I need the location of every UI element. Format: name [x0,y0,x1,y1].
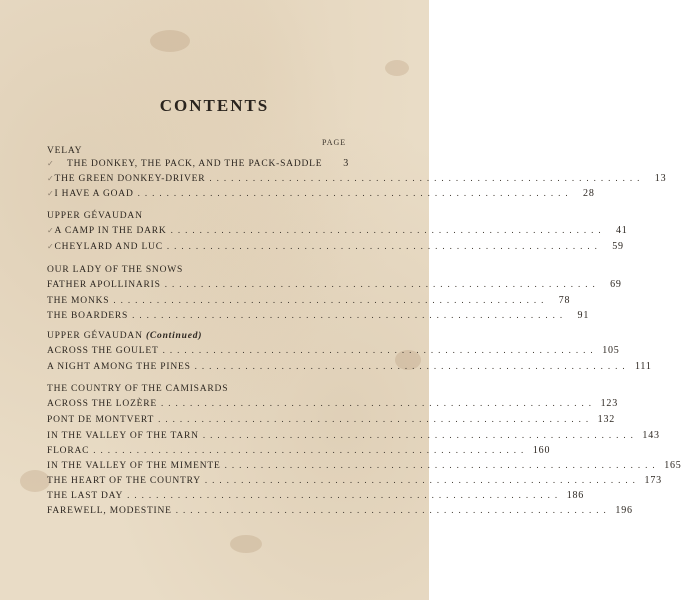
toc-page-number: 3 [343,158,349,169]
toc-entry [47,188,595,202]
toc-entry-title: A CAMP IN THE DARK [54,226,167,236]
pencil-tick-mark: ✓ [47,189,55,198]
section-label: UPPER GÉVAUDAN [47,331,143,341]
dot-leader: ............................................................ [202,430,638,440]
toc-entry-title: THE LAST DAY [47,491,124,501]
section-continued-note: (Continued) [145,331,203,341]
toc-page-number: 143 [642,430,660,441]
toc-entry-title: FLORAC [47,446,90,456]
toc-entry [47,158,349,172]
toc-entry-title: THE GREEN DONKEY-DRIVER [54,174,206,184]
toc-entry-title: ACROSS THE LOZÈRE [47,399,158,409]
toc-entry-title: THE DONKEY, THE PACK, AND THE PACK-SADDLE [67,159,323,169]
paper-stain [230,535,262,553]
toc-entry [47,414,616,428]
section-label: UPPER GÉVAUDAN [47,211,143,221]
paper-stain [150,30,190,52]
toc-page-number: 41 [615,225,628,236]
toc-entry [47,475,662,489]
paper-stain [385,60,409,76]
page-title: CONTENTS [159,96,270,115]
toc-entry [47,310,590,324]
toc-page-number: 91 [577,310,590,321]
dot-leader: ............................................................ [194,361,630,371]
toc-page-number: 28 [583,188,595,199]
toc-page-number: 59 [612,241,624,252]
section-heading [47,384,228,394]
dot-leader: ............................................................ [170,225,606,235]
pencil-tick-mark: ✓ [47,242,55,251]
toc-entry [47,490,585,504]
toc-entry-title: ACROSS THE GOULET [47,346,159,356]
section-label: THE COUNTRY OF THE CAMISARDS [47,384,229,394]
toc-page-number: 160 [532,445,551,456]
pencil-tick-mark: ✓ [47,159,55,168]
section-heading [47,265,183,275]
dot-leader: ............................................................ [137,188,573,198]
toc-entry-title: THE HEART OF THE COUNTRY [47,476,201,486]
paper-stain [20,470,50,492]
pencil-tick-mark: ✓ [47,174,55,183]
toc-entry-title: IN THE VALLEY OF THE MIMENTE [47,461,221,471]
toc-entry-title: IN THE VALLEY OF THE TARN [47,431,199,441]
toc-page-number: 78 [558,295,571,306]
toc-page-number: 105 [602,345,620,356]
dot-leader: ............................................................ [162,345,598,355]
toc-entry [47,445,551,459]
toc-entry-title: CHEYLARD AND LUC [54,242,163,252]
toc-entry [47,430,660,444]
toc-page-number: 196 [615,505,633,516]
toc-page-number: 132 [597,414,616,425]
section-heading [47,331,202,341]
section-heading [47,211,143,221]
dot-leader: ............................................................ [209,173,645,183]
toc-page-number: 165 [664,460,682,471]
dot-leader: ............................................................ [204,475,640,485]
toc-page-number: 111 [635,361,652,372]
toc-page-number: 123 [600,398,619,409]
toc-entry [47,460,682,474]
toc-entry [47,345,620,359]
section-label: VELAY [47,146,83,156]
toc-entry-title: FATHER APOLLINARIS [47,280,161,290]
toc-entry [47,241,624,255]
dot-leader: ............................................................ [93,445,529,455]
toc-entry-title: FAREWELL, MODESTINE [47,506,172,516]
pencil-tick-mark: ✓ [47,226,55,235]
dot-leader: ............................................................ [164,279,600,289]
dot-leader: ............................................................ [166,241,602,251]
toc-entry-title: THE MONKS [47,296,110,306]
toc-entry [47,398,619,412]
toc-entry-title: THE BOARDERS [47,311,129,321]
toc-entry-title: I HAVE A GOAD [54,189,134,199]
toc-entry [47,225,628,239]
toc-entry [47,173,667,187]
toc-page-number: 13 [654,173,667,184]
dot-leader: ............................................................ [224,460,660,470]
toc-page-number: 69 [610,279,622,290]
section-label: OUR LADY OF THE SNOWS [47,265,184,275]
toc-entry-title: A NIGHT AMONG THE PINES [47,362,191,372]
dot-leader: ............................................................ [158,414,594,424]
toc-entry [47,279,622,293]
dot-leader: ............................................................ [161,398,597,408]
toc-page-number: 186 [566,490,585,501]
toc-entry-title: PONT DE MONTVERT [47,415,155,425]
dot-leader [326,158,327,168]
toc-entry [47,361,652,375]
page-column-label: PAGE [322,138,347,147]
dot-leader: ............................................................ [132,310,568,320]
dot-leader: ............................................................ [175,505,611,515]
toc-entry [47,295,571,309]
toc-entry [47,505,633,519]
toc-page-number: 173 [644,475,662,486]
section-heading [47,146,82,156]
dot-leader: ............................................................ [127,490,563,500]
dot-leader: ............................................................ [113,295,549,305]
